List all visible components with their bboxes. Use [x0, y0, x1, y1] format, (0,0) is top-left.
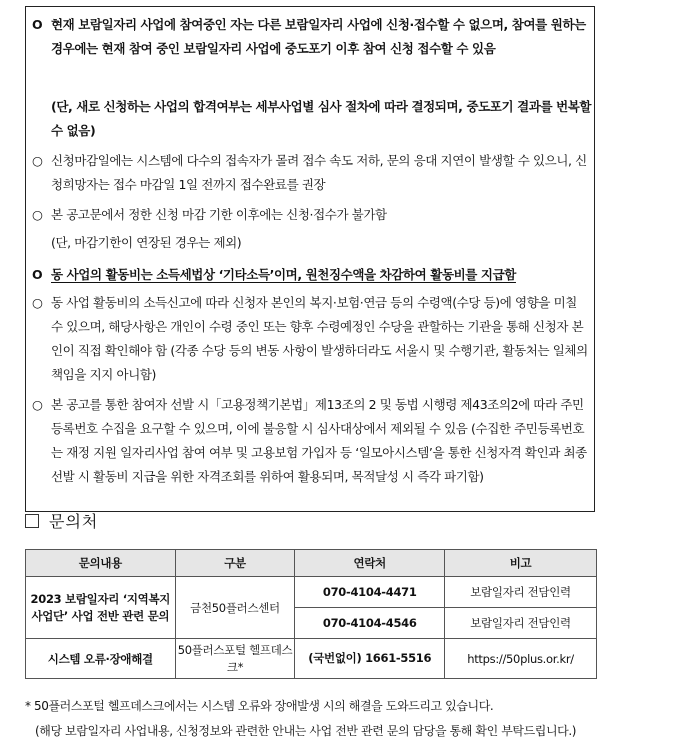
notice-text: 동 사업 활동비의 소득신고에 따라 신청자 본인의 복지·보험·연금 등의 수령액(수당 등)에 영향을 미칠 수 있으며, 해당사항은 개인이 수령 중인 또는 향후 수령예정인 수당을 관할하는 기관을 통해 신청자 본인이 직접 확인해야 함 (각종 수당 등의 변동 사항이 발생하더라도 서울시 및 수행기관, 활동처는 일체의 책임을 지지 아니함): [51, 295, 588, 382]
bullet-circle: O: [32, 17, 43, 32]
note-cell: 보람일자리 전담인력: [445, 577, 597, 608]
contact-table: [25, 549, 597, 679]
footnote-1: * 50플러스포털 헬프데스크에서는 시스템 오류와 장애발생 시의 해결을 도와드리고 있습니다.: [25, 699, 494, 713]
notice-5: [32, 231, 592, 255]
org-cell: 50플러스포털 헬프데스크*: [175, 639, 295, 679]
bullet-circle: ○: [32, 295, 43, 310]
inquiry-content-cell: 2023 보람일자리 ‘지역복지사업단’ 사업 전반 관련 문의: [26, 577, 176, 639]
header-cell: 문의내용: [26, 550, 176, 577]
notice-8: [32, 393, 592, 489]
table-header-row: [26, 550, 597, 577]
table-row: [26, 639, 597, 679]
notice-6: [32, 263, 592, 287]
section-heading: [25, 511, 98, 533]
notice-7: [32, 291, 592, 387]
notice-text: 동 사업의 활동비는 소득세법상 ‘기타소득’이며, 원천징수액을 차감하여 활동비를 지급함: [51, 267, 516, 282]
inquiry-content-cell: 시스템 오류·장애해결: [26, 639, 176, 679]
phone-cell: 070-4104-4471: [295, 577, 445, 608]
phone-cell: (국번없이) 1661-5516: [295, 639, 445, 679]
notice-text: (단, 새로 신청하는 사업의 합격여부는 세부사업별 심사 절차에 따라 결정되며, 중도포기 결과를 번복할 수 없음): [51, 99, 592, 138]
notice-1: [32, 13, 592, 61]
notice-3: [32, 149, 592, 197]
phone-cell: 070-4104-4546: [295, 608, 445, 639]
header-cell: 구분: [175, 550, 295, 577]
notice-text: 본 공고를 통한 참여자 선발 시「고용정책기본법」제13조의 2 및 동법 시행령 제43조의2에 따라 주민등록번호 수집을 요구할 수 있으며, 이에 불응할 시 심사대상에서 제외될 수 있음 (수집한 주민등록번호는 재정 지원 일자리사업 참여 여부 및 고용보험 가입자 등 ‘일모아시스템’을 통한 신청자격 확인과 최종선발 시 활동비 지급을 위한 자격조회를 위하여 활용되며, 목적달성 시 즉각 파기함): [51, 397, 587, 484]
bullet-circle: ○: [32, 397, 43, 412]
table-row: [26, 577, 597, 608]
bullet-circle: ○: [32, 153, 43, 168]
notice-4: [32, 203, 592, 227]
notice-text: 현재 보람일자리 사업에 참여중인 자는 다른 보람일자리 사업에 신청·접수할 수 없으며, 참여를 원하는 경우에는 현재 참여 중인 보람일자리 사업에 중도포기 이후 참여 신청 접수할 수 있음: [51, 17, 586, 56]
notice-2: [32, 95, 592, 143]
section-title: 문의처: [49, 512, 99, 531]
notice-text: 신청마감일에는 시스템에 다수의 접속자가 몰려 접수 속도 저하, 문의 응대 지연이 발생할 수 있으니, 신청희망자는 접수 마감일 1일 전까지 접수완료를 권장: [51, 153, 587, 192]
bullet-circle: ○: [32, 207, 43, 222]
header-cell: 비고: [445, 550, 597, 577]
bullet-circle: O: [32, 267, 43, 282]
notice-text: (단, 마감기한이 연장된 경우는 제외): [51, 235, 242, 250]
footnote-2: (해당 보람일자리 사업내용, 신청정보와 관련한 안내는 사업 전반 관련 문의 담당을 통해 확인 부탁드립니다.): [35, 724, 577, 738]
website-link[interactable]: https://50plus.or.kr/: [445, 639, 597, 679]
org-cell: 금천50플러스센터: [175, 577, 295, 639]
note-cell: 보람일자리 전담인력: [445, 608, 597, 639]
header-cell: 연락처: [295, 550, 445, 577]
notice-text: 본 공고문에서 정한 신청 마감 기한 이후에는 신청·접수가 불가함: [51, 207, 387, 222]
notice-box: [25, 6, 595, 512]
checkbox-square-icon: [25, 514, 39, 528]
